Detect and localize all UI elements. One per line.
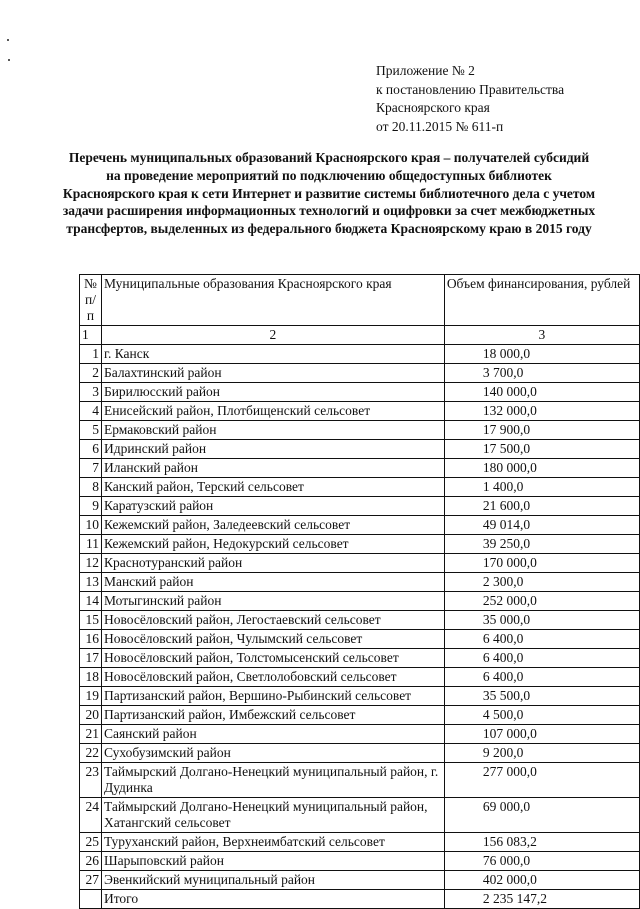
row-municipality: Манский район bbox=[101, 573, 444, 592]
row-num: 1 bbox=[80, 345, 102, 364]
row-num: 5 bbox=[80, 421, 102, 440]
row-amount: 180 000,0 bbox=[444, 459, 639, 478]
table-row bbox=[80, 459, 640, 478]
header-municipality: Муниципальные образования Красноярского края bbox=[101, 275, 444, 326]
row-municipality: Кежемский район, Заледеевский сельсовет bbox=[101, 516, 444, 535]
table-row bbox=[80, 364, 640, 383]
row-amount: 6 400,0 bbox=[444, 649, 639, 668]
row-amount: 252 000,0 bbox=[444, 592, 639, 611]
table-row bbox=[80, 402, 640, 421]
table-row bbox=[80, 345, 640, 364]
table-total-row bbox=[80, 890, 640, 909]
row-municipality: Канский район, Терский сельсовет bbox=[101, 478, 444, 497]
row-num: 12 bbox=[80, 554, 102, 573]
subsidy-table bbox=[79, 274, 640, 909]
appendix-line: Приложение № 2 bbox=[376, 63, 475, 78]
total-num bbox=[80, 890, 102, 909]
table-header-row bbox=[80, 275, 640, 326]
row-num: 17 bbox=[80, 649, 102, 668]
row-municipality: Эвенкийский муниципальный район bbox=[101, 871, 444, 890]
scan-speck bbox=[8, 59, 10, 61]
total-label: Итого bbox=[101, 890, 444, 909]
row-num: 3 bbox=[80, 383, 102, 402]
row-amount: 3 700,0 bbox=[444, 364, 639, 383]
row-amount: 76 000,0 bbox=[444, 852, 639, 871]
row-amount: 35 500,0 bbox=[444, 687, 639, 706]
row-num: 27 bbox=[80, 871, 102, 890]
row-amount: 402 000,0 bbox=[444, 871, 639, 890]
row-num: 19 bbox=[80, 687, 102, 706]
table-row bbox=[80, 744, 640, 763]
row-amount: 170 000,0 bbox=[444, 554, 639, 573]
table-row bbox=[80, 421, 640, 440]
table-row bbox=[80, 630, 640, 649]
row-municipality: Ермаковский район bbox=[101, 421, 444, 440]
row-num: 24 bbox=[80, 798, 102, 833]
row-municipality: Енисейский район, Плотбищенский сельсовет bbox=[101, 402, 444, 421]
appendix-line: к постановлению Правительства bbox=[376, 81, 565, 97]
row-num: 2 bbox=[80, 364, 102, 383]
row-municipality: Новосёловский район, Толстомысенский сельсовет bbox=[101, 649, 444, 668]
row-num: 14 bbox=[80, 592, 102, 611]
row-amount: 277 000,0 bbox=[444, 763, 639, 798]
row-municipality: Идринский район bbox=[101, 440, 444, 459]
row-num: 18 bbox=[80, 668, 102, 687]
row-municipality: Туруханский район, Верхнеимбатский сельсовет bbox=[101, 833, 444, 852]
row-municipality: Балахтинский район bbox=[101, 364, 444, 383]
table-row bbox=[80, 798, 640, 833]
table-row bbox=[80, 592, 640, 611]
row-amount: 35 000,0 bbox=[444, 611, 639, 630]
row-amount: 4 500,0 bbox=[444, 706, 639, 725]
row-municipality: Каратузский район bbox=[101, 497, 444, 516]
row-num: 20 bbox=[80, 706, 102, 725]
row-num: 6 bbox=[80, 440, 102, 459]
row-municipality: Сухобузимский район bbox=[101, 744, 444, 763]
row-num: 13 bbox=[80, 573, 102, 592]
row-num: 16 bbox=[80, 630, 102, 649]
row-municipality: Партизанский район, Вершино-Рыбинский сельсовет bbox=[101, 687, 444, 706]
row-municipality: Таймырский Долгано-Ненецкий муниципальный район, Хатангский сельсовет bbox=[101, 798, 444, 833]
row-amount: 107 000,0 bbox=[444, 725, 639, 744]
row-amount: 2 300,0 bbox=[444, 573, 639, 592]
row-municipality: Мотыгинский район bbox=[101, 592, 444, 611]
row-num: 7 bbox=[80, 459, 102, 478]
table-row bbox=[80, 763, 640, 798]
index-num: 1 bbox=[80, 326, 102, 345]
row-amount: 17 900,0 bbox=[444, 421, 639, 440]
row-municipality: Новосёловский район, Чулымский сельсовет bbox=[101, 630, 444, 649]
table-row bbox=[80, 535, 640, 554]
table-row bbox=[80, 516, 640, 535]
table-row bbox=[80, 440, 640, 459]
row-municipality: Иланский район bbox=[101, 459, 444, 478]
row-num: 15 bbox=[80, 611, 102, 630]
row-municipality: Саянский район bbox=[101, 725, 444, 744]
row-amount: 132 000,0 bbox=[444, 402, 639, 421]
row-amount: 69 000,0 bbox=[444, 798, 639, 833]
appendix-header bbox=[376, 62, 564, 136]
table-row bbox=[80, 725, 640, 744]
appendix-line: от 20.11.2015 № 611-п bbox=[376, 118, 504, 134]
table-index-row bbox=[80, 326, 640, 345]
scan-speck bbox=[7, 39, 9, 41]
row-amount: 6 400,0 bbox=[444, 668, 639, 687]
row-municipality: Кежемский район, Недокурский сельсовет bbox=[101, 535, 444, 554]
row-num: 26 bbox=[80, 852, 102, 871]
row-municipality: г. Канск bbox=[101, 345, 444, 364]
total-amount: 2 235 147,2 bbox=[444, 890, 639, 909]
table-row bbox=[80, 497, 640, 516]
row-amount: 39 250,0 bbox=[444, 535, 639, 554]
row-num: 11 bbox=[80, 535, 102, 554]
header-num: № п/п bbox=[80, 275, 102, 326]
table-row bbox=[80, 706, 640, 725]
table-row bbox=[80, 833, 640, 852]
index-name: 2 bbox=[101, 326, 444, 345]
row-municipality: Новосёловский район, Легостаевский сельсовет bbox=[101, 611, 444, 630]
row-amount: 49 014,0 bbox=[444, 516, 639, 535]
row-num: 10 bbox=[80, 516, 102, 535]
row-num: 23 bbox=[80, 763, 102, 798]
table-row bbox=[80, 687, 640, 706]
row-municipality: Партизанский район, Имбежский сельсовет bbox=[101, 706, 444, 725]
row-num: 4 bbox=[80, 402, 102, 421]
row-num: 21 bbox=[80, 725, 102, 744]
table-row bbox=[80, 573, 640, 592]
table-row bbox=[80, 871, 640, 890]
row-municipality: Бирилюсский район bbox=[101, 383, 444, 402]
table-row bbox=[80, 383, 640, 402]
table-row bbox=[80, 554, 640, 573]
row-amount: 9 200,0 bbox=[444, 744, 639, 763]
row-amount: 140 000,0 bbox=[444, 383, 639, 402]
row-municipality: Таймырский Долгано-Ненецкий муниципальный район, г. Дудинка bbox=[101, 763, 444, 798]
document-title: Перечень муниципальных образований Красноярского края – получателей субсидий на проведение мероприятий по подключению общедоступных библиотек Красноярского края к сети Интернет и развитие системы библиотечного дела с учетом задачи расширения информационных технологий и оцифровки за счет межбюджетных трансфертов, выделенных из федерального бюджета Красноярскому краю в 2015 году bbox=[62, 150, 596, 237]
row-num: 22 bbox=[80, 744, 102, 763]
row-num: 9 bbox=[80, 497, 102, 516]
row-amount: 1 400,0 bbox=[444, 478, 639, 497]
row-num: 25 bbox=[80, 833, 102, 852]
row-amount: 17 500,0 bbox=[444, 440, 639, 459]
row-municipality: Новосёловский район, Светлолобовский сельсовет bbox=[101, 668, 444, 687]
table-row bbox=[80, 649, 640, 668]
row-municipality: Краснотуранский район bbox=[101, 554, 444, 573]
row-amount: 6 400,0 bbox=[444, 630, 639, 649]
row-amount: 156 083,2 bbox=[444, 833, 639, 852]
table-row bbox=[80, 611, 640, 630]
row-municipality: Шарыповский район bbox=[101, 852, 444, 871]
table-row bbox=[80, 852, 640, 871]
table-row bbox=[80, 478, 640, 497]
row-num: 8 bbox=[80, 478, 102, 497]
header-amount: Объем финансирования, рублей bbox=[444, 275, 639, 326]
row-amount: 21 600,0 bbox=[444, 497, 639, 516]
row-amount: 18 000,0 bbox=[444, 345, 639, 364]
appendix-line: Красноярского края bbox=[376, 100, 490, 115]
table-row bbox=[80, 668, 640, 687]
index-amount: 3 bbox=[444, 326, 639, 345]
